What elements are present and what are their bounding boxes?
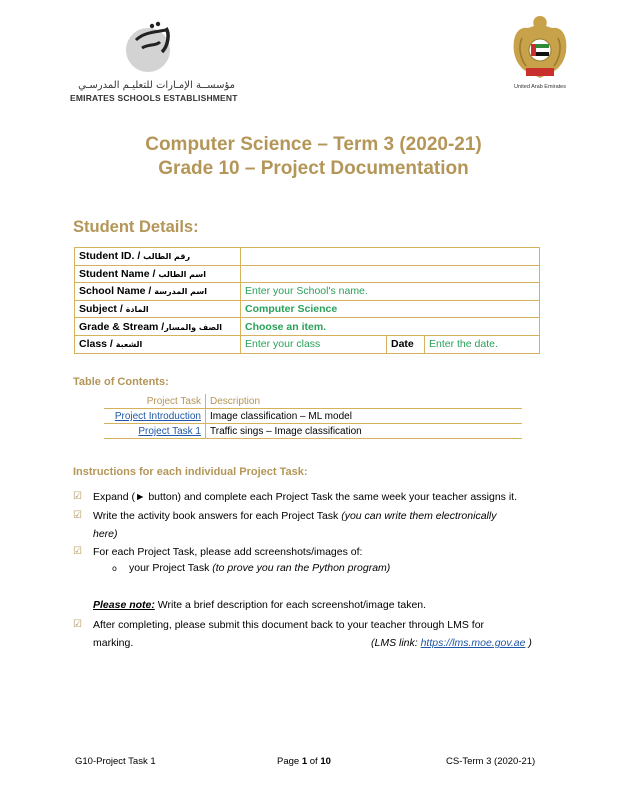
toc-row-task1 — [104, 424, 522, 439]
toc-col-project-task: Project Task — [104, 394, 206, 409]
row-grade-stream — [75, 318, 540, 336]
please-note: Please note: Write a brief description for each screenshot/image taken. — [93, 599, 427, 611]
toc-table — [104, 394, 522, 439]
grade-stream-dropdown[interactable]: Choose an item. — [241, 318, 540, 336]
class-field[interactable]: Enter your class — [241, 335, 387, 353]
sub-bullet-project-task: o your Project Task (to prove you ran the Python program) — [112, 562, 391, 574]
label-school-name: School Name / اسم المدرسة — [75, 283, 241, 301]
label-date: Date — [387, 335, 425, 353]
toc-description: Image classification – ML model — [210, 411, 352, 422]
label-grade-stream: Grade & Stream /الصف والمسار — [75, 318, 241, 336]
emblem-caption: United Arab Emirates — [514, 84, 566, 90]
student-id-field[interactable] — [241, 248, 540, 266]
checkbox-icon: ☑ — [73, 619, 82, 630]
footer-page-number: Page 1 of 10 — [277, 756, 331, 767]
taleem-logo-icon — [122, 18, 182, 76]
title-line-2: Grade 10 – Project Documentation — [158, 158, 469, 179]
title-line-1: Computer Science – Term 3 (2020-21) — [145, 134, 482, 155]
footer-right: CS-Term 3 (2020-21) — [446, 756, 536, 767]
lms-link[interactable]: https://lms.moe.gov.ae — [420, 637, 526, 649]
toc-link-project-introduction[interactable]: Project Introduction — [114, 411, 201, 422]
toc-col-description: Description — [210, 396, 261, 407]
row-class-date — [75, 335, 540, 353]
student-details-table — [74, 247, 540, 354]
school-name-field[interactable]: Enter your School's name. — [241, 283, 540, 301]
circle-bullet-icon: o — [112, 564, 117, 573]
row-school-name — [75, 283, 540, 301]
toc-description: Traffic sings – Image classification — [210, 426, 362, 437]
footer-left: G10-Project Task 1 — [75, 756, 156, 767]
date-field[interactable]: Enter the date. — [425, 335, 540, 353]
label-subject: Subject / المادة — [75, 300, 241, 318]
toc-header-row — [104, 394, 522, 409]
document-title — [0, 133, 627, 181]
please-note-label: Please note: — [93, 599, 155, 611]
emirates-schools-logo — [70, 14, 250, 103]
checkbox-icon: ☑ — [73, 546, 82, 557]
subject-field[interactable]: Computer Science — [241, 300, 540, 318]
logo-arabic-name: مؤسســة الإمـارات للتعليـم المدرسـي — [78, 80, 235, 91]
student-details-heading: Student Details: — [73, 218, 199, 236]
label-student-name: Student Name / اسم الطالب — [75, 265, 241, 283]
row-student-name — [75, 265, 540, 283]
label-student-id: Student ID. / رقم الطالب — [75, 248, 241, 266]
label-class: Class / الشعبة — [75, 335, 241, 353]
student-name-field[interactable] — [241, 265, 540, 283]
row-student-id — [75, 248, 540, 266]
toc-link-project-task-1[interactable]: Project Task 1 — [138, 426, 201, 437]
uae-emblem — [508, 12, 572, 94]
instructions-heading: Instructions for each individual Project Task: — [73, 466, 308, 478]
checkbox-icon: ☑ — [73, 510, 82, 521]
falcon-emblem-icon — [508, 12, 572, 82]
row-subject — [75, 300, 540, 318]
toc-row-intro — [104, 409, 522, 424]
checkbox-icon: ☑ — [73, 491, 82, 502]
logo-english-name: EMIRATES SCHOOLS ESTABLISHMENT — [70, 93, 238, 103]
toc-heading: Table of Contents: — [73, 376, 169, 388]
